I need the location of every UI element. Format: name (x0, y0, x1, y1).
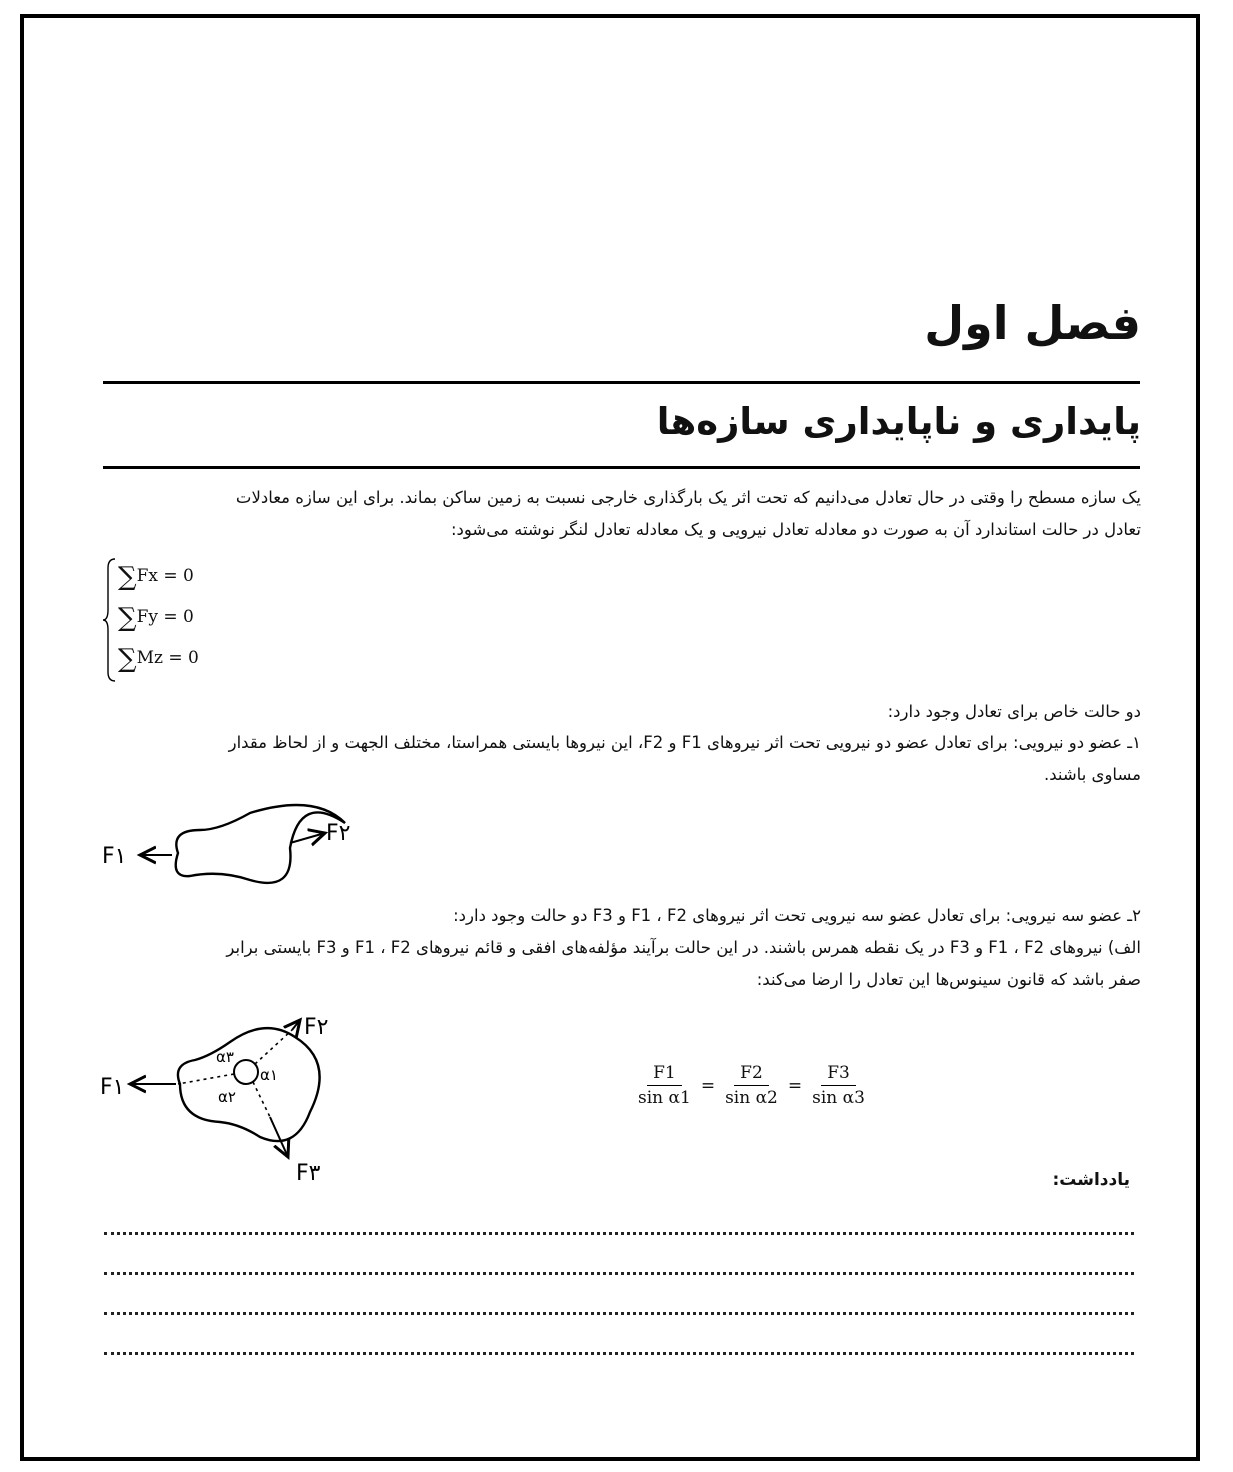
fraction-3: $\frac{F3}{\text{sin α3}}$ (812, 1063, 865, 1108)
case1-line-2: مساوی باشند. (1043, 765, 1141, 784)
case2-a-line-2: صفر باشد که قانون سینوس‌ها این تعادل را ارضا می‌کند: (756, 970, 1141, 989)
law-of-sines-equation (630, 1063, 873, 1108)
notes-line-3 (104, 1312, 1134, 1315)
fraction-1: $\frac{F1}{\text{sin α1}}$ (638, 1063, 691, 1108)
label-f3: F۳ (296, 1161, 321, 1186)
notes-label: یادداشت: (1052, 1170, 1130, 1190)
equation-sum-fy: ∑Fy = 0 (118, 603, 194, 633)
section-title: پایداری و ناپایداری سازه‌ها (656, 400, 1141, 443)
equals-sign: = (700, 1075, 716, 1096)
line-of-action-f3 (253, 1082, 270, 1117)
special-cases-intro: دو حالت خاص برای تعادل وجود دارد: (887, 702, 1141, 721)
angle-circle (234, 1060, 258, 1084)
title-divider-top (103, 381, 1140, 384)
case1-line-1: ۱ـ عضو دو نیرویی: برای تعادل عضو دو نیرویی تحت اثر نیروهای F1 و F2، این نیروها بایستی همراستا، مختلف الجهت و از لحاظ مقدار (228, 733, 1141, 752)
line-of-action-f1 (178, 1074, 234, 1084)
label-alpha3: α۳ (216, 1048, 234, 1066)
case2-a-line-1: الف) نیروهای F1 ، F2 و F3 در یک نقطه همرس باشند. در این حالت برآیند مؤلفه‌های افقی و قائم نیروهای F1 ، F2 و F3 بایستی برابر (226, 938, 1141, 957)
equation-sum-mz: ∑Mz = 0 (118, 644, 199, 674)
intro-line-1: یک سازه مسطح را وقتی در حال تعادل می‌دانیم که تحت اثر یک بارگذاری خارجی نسبت به زمین ساکن بماند. برای این سازه معادلات (235, 488, 1141, 507)
notes-line-2 (104, 1272, 1134, 1275)
member-body-outline (176, 805, 345, 883)
label-alpha2: α۲ (218, 1088, 236, 1106)
force-arrow-f3 (270, 1117, 288, 1157)
label-f1: F۱ (102, 844, 127, 869)
three-force-member-figure (100, 1012, 360, 1187)
curly-brace-icon (102, 556, 118, 684)
chapter-title: فصل اول (924, 296, 1141, 350)
equilibrium-equations (102, 556, 302, 684)
label-f2: F۲ (326, 821, 351, 846)
label-f2: F۲ (304, 1015, 329, 1040)
fraction-2: $\frac{F2}{\text{sin α2}}$ (725, 1063, 778, 1108)
notes-line-1 (104, 1232, 1134, 1235)
label-f1: F۱ (100, 1075, 125, 1100)
notes-line-4 (104, 1352, 1134, 1355)
intro-line-2: تعادل در حالت استاندارد آن به صورت دو معادله تعادل نیرویی و یک معادله تعادل لنگر نوشته می‌شود: (451, 520, 1141, 539)
equals-sign: = (787, 1075, 803, 1096)
line-of-action-f2 (255, 1030, 292, 1064)
label-alpha1: α۱ (260, 1066, 278, 1084)
force-arrow-f2 (290, 833, 325, 843)
equation-sum-fx: ∑Fx = 0 (118, 562, 194, 592)
case2-intro: ۲ـ عضو سه نیرویی: برای تعادل عضو سه نیرویی تحت اثر نیروهای F1 ، F2 و F3 دو حالت وجود دارد: (453, 906, 1141, 925)
force-arrow-f2 (292, 1020, 300, 1030)
two-force-member-figure (100, 798, 360, 898)
title-divider-bottom (103, 466, 1140, 469)
